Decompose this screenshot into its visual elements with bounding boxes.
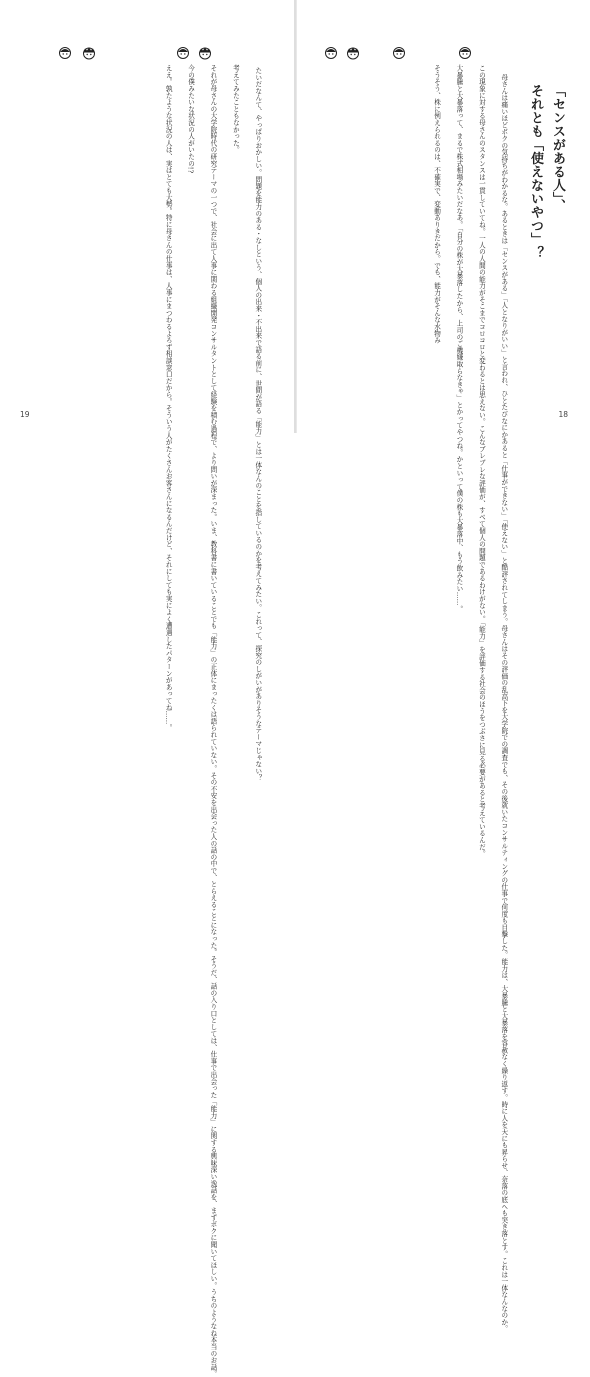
left-page-body [151,58,274,1377]
paragraph-l5: ええ。孰たような状況の人は、実はとても大勢。特に母さんの仕事は、人事にまつわるよろず相談窓口だから。そういう人がたくさんお客さんになるんだけど、それにしても実によく遭遇したパターンがあってね……。 [164,58,173,732]
mother-face-icon [324,46,338,60]
paragraph-r3: 大暴騰と大暴落って、まるで株式相場みたいだなあ。「自分の株が大暴落したから、上司のご機嫌取らなきゃ」とかってやつね。かといって僕の株も大暴落中、もう飲みたい……。 [454,58,463,613]
mother-face-icon [392,46,406,60]
right-page [296,0,590,1333]
mother-face-icon [58,46,72,60]
son-face-icon [82,46,96,60]
paragraph-l1: たいだなんて、やっぱりおかしい。問題を能力のある・なしという、個人の出来・不出来で語る前に、世間が語る「能力」とは一体なんのことを指しているのかを考えてみたい。これって、探究のしがいがありそうなテーマじゃない？ [253,67,262,782]
son-face-icon [198,46,212,60]
paragraph-l3: それが母さんの大学院時代の研究テーマの一つで、社会に出て人事に関わる組織開発コンサルタントとして経験を積む過程で、より問いが深まった。いま、教科書に書いていることでも「能力」の正体にまったくは語られていない。その不安を出会った人の話の中で、とらえることになった。そうだ、話の入り口としては、仕事で出会った「能力」に関する興味深い逸話を、まずボクに聞いてほしい。うちのようなね本当のお話。 [208,58,217,1377]
page-number: 19 [20,410,30,419]
page-number: 18 [558,410,568,419]
right-page-body [419,58,520,1333]
left-page [0,0,294,1377]
paragraph-r1: 母さんは痛いほどボクの気持ちがわかるな。あるときは「センスがある」「人となりがいい」と言われ、ひとたびなにかあると「仕事ができない」「使えない」と酷評されてしまう。母さんはその評価の乱高下を大学院での調査でも、その後就いたコンサルティングの仕事で何度も目撃した。能力は、大暴騰と大暴落を容赦なく繰り返す。時に人を天にも昇らせ、奈落の底へも突き落とす。これは一体なんなのか。 [499,67,508,1333]
paragraph-r2: この現象に対する母さんのスタンスは一貫していてね。一人の人間の能力がそこまでコロコロと変わるとは思えない。こんなブレブレな評価が、すべて個人の問題であるわけがない。「能力」を評価する社会のほうをつぶさに見る必要があると考えているんだ。 [477,58,486,858]
paragraph-r4: そうそう、株に例えられるのは、不確実で、変動ありきだから。でも、能力がそんな水物み [432,58,441,344]
mother-face-icon [458,46,472,60]
paragraph-l4: 今の僕みたいな状況の人がいたの!? [186,58,195,174]
section-heading: 「センスがある人」、 それとも「使えないやつ」？ [528,84,565,260]
paragraph-l2: 考えてみたこともなかった。 [231,58,240,154]
mother-face-icon [176,46,190,60]
son-face-icon [346,46,360,60]
